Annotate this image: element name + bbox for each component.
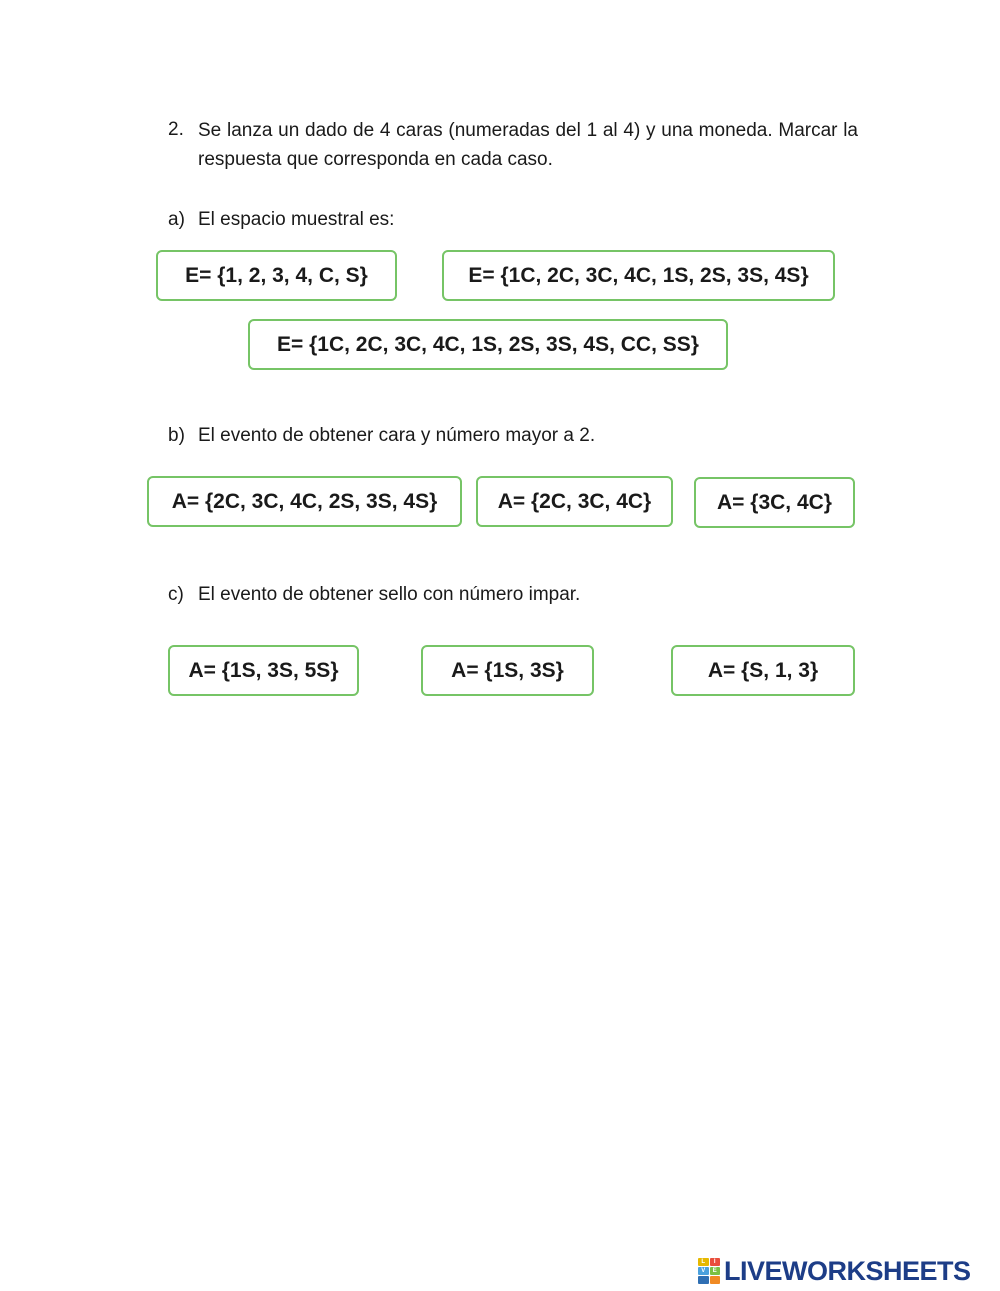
answer-option-c1[interactable]: A= {1S, 3S, 5S} [168, 645, 359, 696]
part-c-letter: c) [168, 584, 184, 605]
part-b-prompt: El evento de obtener cara y número mayor a 2. [198, 425, 596, 446]
answer-option-b3[interactable]: A= {3C, 4C} [694, 477, 855, 528]
question-text: Se lanza un dado de 4 caras (numeradas del 1 al 4) y una moneda. Marcar la respuesta que corresponda en cada caso. [198, 120, 858, 170]
liveworksheets-logo-icon: L I V E [698, 1258, 720, 1284]
part-c-prompt: El evento de obtener sello con número impar. [198, 584, 581, 605]
part-b-letter: b) [168, 425, 185, 446]
answer-option-b2[interactable]: A= {2C, 3C, 4C} [476, 476, 673, 527]
answer-option-c2[interactable]: A= {1S, 3S} [421, 645, 594, 696]
liveworksheets-logo [698, 1255, 971, 1287]
answer-option-c3[interactable]: A= {S, 1, 3} [671, 645, 855, 696]
answer-option-a1[interactable]: E= {1, 2, 3, 4, C, S} [156, 250, 397, 301]
answer-option-b1[interactable]: A= {2C, 3C, 4C, 2S, 3S, 4S} [147, 476, 462, 527]
answer-option-a2[interactable]: E= {1C, 2C, 3C, 4C, 1S, 2S, 3S, 4S} [442, 250, 835, 301]
question-number: 2. [168, 119, 184, 140]
part-a-prompt: El espacio muestral es: [198, 209, 395, 230]
part-a-letter: a) [168, 209, 185, 230]
liveworksheets-logo-text: LIVEWORKSHEETS [724, 1255, 971, 1286]
answer-option-a3[interactable]: E= {1C, 2C, 3C, 4C, 1S, 2S, 3S, 4S, CC, SS} [248, 319, 728, 370]
